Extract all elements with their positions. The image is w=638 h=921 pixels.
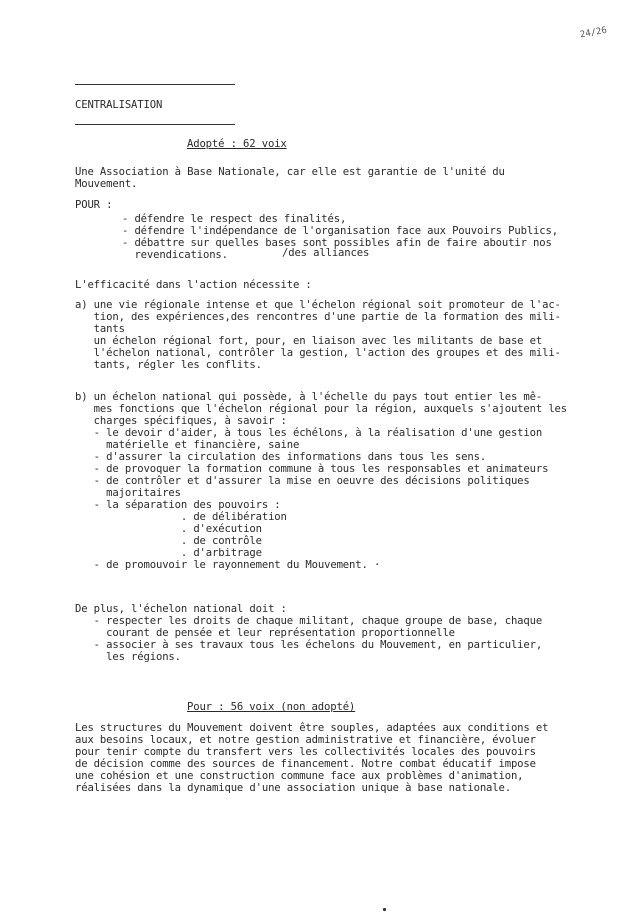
- point-a-line: tants, régler les conflits.: [75, 359, 262, 371]
- efficacite-label: L'efficacité dans l'action nécessite :: [75, 279, 312, 291]
- point-a-line: tants: [75, 323, 125, 335]
- pour-item: - débattre sur quelles bases sont possibles afin de faire aboutir nos: [122, 237, 552, 249]
- motion-2-line: une cohésion et une construction commune face aux problèmes d'animation,: [75, 770, 524, 782]
- de-plus-line: courant de pensée et leur représentation proportionnelle: [75, 627, 455, 639]
- point-b-line: b) un échelon national qui possède, à l'échelle du pays tout entier les mê-: [75, 391, 543, 403]
- motion-2-line: réalisées dans la dynamique d'une association unique à base nationale.: [75, 782, 511, 794]
- motion-2-line: aux besoins locaux, et notre gestion administrative et financière, évoluer: [75, 734, 536, 746]
- point-b-line: - la séparation des pouvoirs :: [75, 499, 281, 511]
- handwritten-insertion: /des alliances: [282, 247, 370, 259]
- motion-2-heading: Pour : 56 voix (non adopté): [187, 701, 356, 713]
- motion-2-line: pour tenir compte du transfert vers les collectivités locales des pouvoirs: [75, 746, 536, 758]
- de-plus-line: - associer à ses travaux tous les échelons du Mouvement, en particulier,: [75, 639, 543, 651]
- point-b-line: . d'exécution: [75, 523, 262, 535]
- ink-speck: [383, 908, 386, 911]
- point-b-line: . de délibération: [75, 511, 287, 523]
- point-b-line: charges spécifiques, à savoir :: [75, 415, 287, 427]
- motion-2-line: de décision comme des sources de financement. Notre combat éducatif impose: [75, 758, 536, 770]
- point-b-line: majoritaires: [75, 487, 181, 499]
- title-rule-top: [75, 84, 235, 85]
- motion-2-line: Les structures du Mouvement doivent être souples, adaptées aux conditions et: [75, 722, 549, 734]
- point-a-line: un échelon régional fort, pour, en liaison avec les militants de base et: [75, 335, 543, 347]
- point-a-line: tion, des expériences,des rencontres d'une partie de la formation des mili-: [75, 311, 561, 323]
- pour-item: revendications.: [122, 249, 228, 261]
- point-b-line: - de contrôler et d'assurer la mise en oeuvre des décisions politiques: [75, 475, 530, 487]
- point-a-line: l'échelon national, contrôler la gestion, l'action des groupes et des mili-: [75, 347, 561, 359]
- point-b-line: - d'assurer la circulation des informations dans tous les sens.: [75, 451, 487, 463]
- point-b-line: . de contrôle: [75, 535, 262, 547]
- intro-line: Une Association à Base Nationale, car elle est garantie de l'unité du: [75, 166, 505, 178]
- motion-1-heading: Adopté : 62 voix: [187, 138, 287, 150]
- point-b-line: mes fonctions que l'échelon régional pour la région, auxquels s'ajoutent les: [75, 403, 568, 415]
- point-b-line: - le devoir d'aider, à tous les échélons, à la réalisation d'une gestion: [75, 427, 543, 439]
- point-b-line: . d'arbitrage: [75, 547, 262, 559]
- de-plus-line: - respecter les droits de chaque militant, chaque groupe de base, chaque: [75, 615, 543, 627]
- page-number: 24/26: [579, 25, 608, 41]
- point-b-line: - de promouvoir le rayonnement du Mouvement. ·: [75, 559, 381, 571]
- point-b-line: - de provoquer la formation commune à tous les responsables et animateurs: [75, 463, 549, 475]
- de-plus-line: les régions.: [75, 651, 181, 663]
- pour-item: - défendre l'indépendance de l'organisation face aux Pouvoirs Publics,: [122, 225, 558, 237]
- point-a-line: a) une vie régionale intense et que l'échelon régional soit promoteur de l'ac-: [75, 299, 561, 311]
- intro-line: Mouvement.: [75, 178, 138, 190]
- de-plus-line: De plus, l'échelon national doit :: [75, 603, 287, 615]
- pour-item: - défendre le respect des finalités,: [122, 213, 347, 225]
- point-b-line: matérielle et financière, saine: [75, 439, 300, 451]
- pour-label: POUR :: [75, 199, 113, 211]
- section-title: CENTRALISATION: [75, 99, 163, 111]
- title-rule-bottom: [75, 124, 235, 125]
